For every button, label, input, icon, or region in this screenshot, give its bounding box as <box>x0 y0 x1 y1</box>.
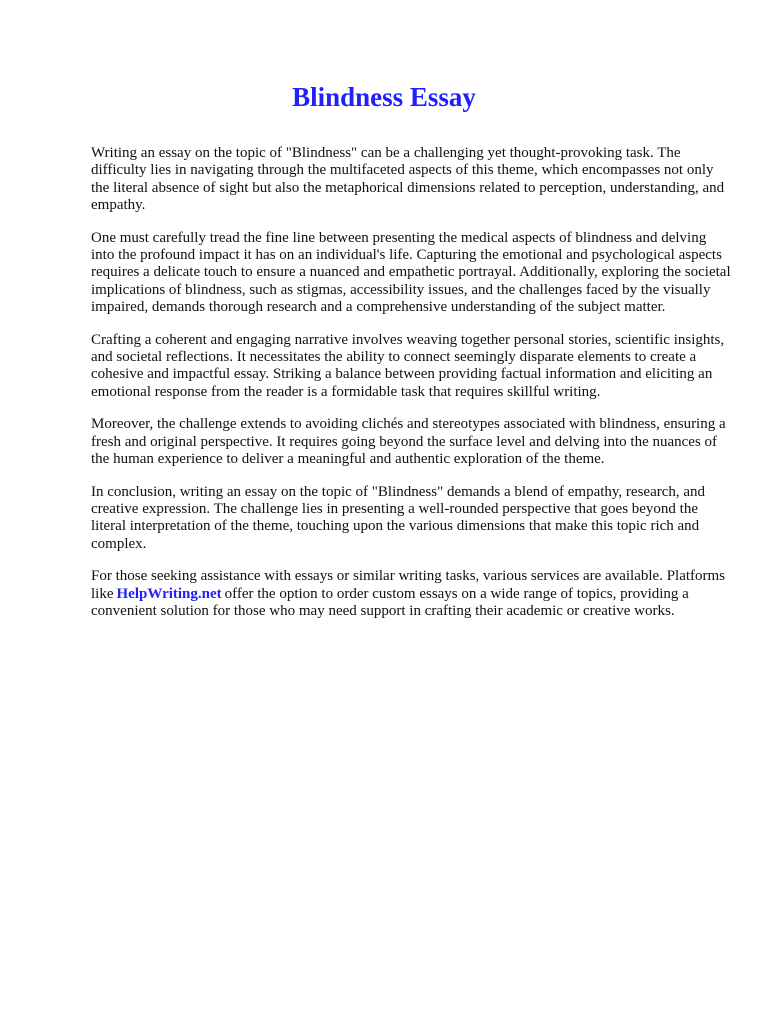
paragraph-6-before-link: For those seeking assistance with essays or similar writing tasks, various services are available. Platforms like <box>91 568 726 602</box>
paragraph-6 <box>91 568 731 620</box>
document-title: Blindness Essay <box>292 82 476 112</box>
paragraph-5: In conclusion, writing an essay on the topic of "Blindness" demands a blend of empathy, research, and creative expression. The challenge lies in presenting a well-rounded perspective that goes beyond the literal interpretation of the theme, touching upon the various dimensions that make this topic rich and complex. <box>91 483 706 552</box>
paragraph-3: Crafting a coherent and engaging narrative involves weaving together personal stories, scientific insights, and societal reflections. It necessitates the ability to connect seemingly disparate elements to create a cohesive and impactful essay. Striking a balance between providing factual information and eliciting an emotional response from the reader is a formidable task that requires skillful writing. <box>91 331 725 400</box>
paragraph-4: Moreover, the challenge extends to avoiding clichés and stereotypes associated with blindness, ensuring a fresh and original perspective. It requires going beyond the surface level and delving into the nuances of the human experience to deliver a meaningful and authentic exploration of the theme. <box>91 416 726 468</box>
paragraph-1: Writing an essay on the topic of "Blindness" can be a challenging yet thought-provoking task. The difficulty lies in navigating through the multifaceted aspects of this theme, which encompasses not only the literal absence of sight but also the metaphorical dimensions related to perception, understanding, and empathy. <box>91 145 725 214</box>
helpwriting-link[interactable]: HelpWriting.net <box>116 585 222 602</box>
paragraph-2: One must carefully tread the fine line between presenting the medical aspects of blindness and delving into the profound impact it has on an individual's life. Capturing the emotional and psychological aspects requires a delicate touch to ensure a nuanced and empathetic portrayal. Additionally, exploring the societal implications of blindness, such as stigmas, accessibility issues, and the challenges faced by the visually impaired, demands thorough research and a comprehensive understanding of the subject matter. <box>91 229 731 316</box>
document-body <box>91 145 731 635</box>
paragraph-6-after-link: offer the option to order custom essays on a wide range of topics, providing a convenient solution for those who may need support in crafting their academic or creative works. <box>91 585 689 619</box>
